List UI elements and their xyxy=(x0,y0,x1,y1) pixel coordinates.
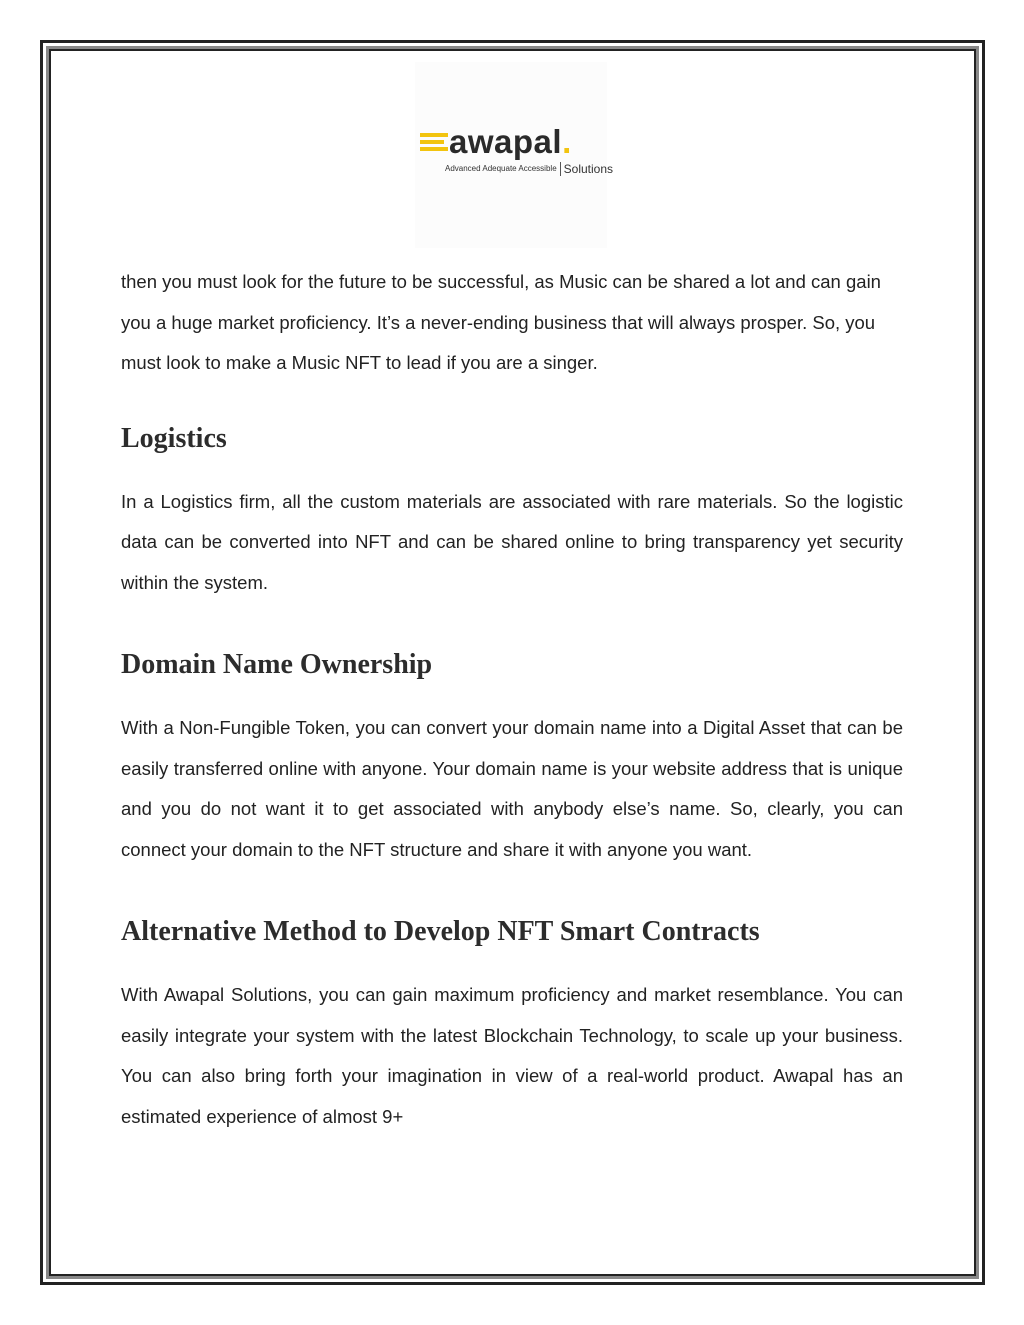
intro-paragraph: then you must look for the future to be successful, as Music can be shared a lot and can gain you a huge market proficiency. It’s a never-ending business that will always prosper. So, you must look to make a Music NFT to lead if you are a singer. xyxy=(121,271,881,373)
company-logo xyxy=(415,62,614,248)
paragraph-domain-name-ownership: With a Non-Fungible Token, you can convert your domain name into a Digital Asset that can be easily transferred online with anyone. Your domain name is your website address that is unique and you do not want it to get associated with anybody else’s name. So, clearly, you can connect your domain to the NFT structure and share it with anyone you want. xyxy=(121,717,903,860)
logo-solutions-label: Solutions xyxy=(560,162,613,176)
document-body xyxy=(121,262,903,1137)
paragraph-logistics: In a Logistics firm, all the custom materials are associated with rare materials. So the logistic data can be converted into NFT and can be shared online to bring transparency yet security within the system. xyxy=(121,490,903,593)
heading-logistics: Logistics xyxy=(121,422,227,454)
logo-wordmark: awapal. xyxy=(449,123,572,160)
logo-stripes-icon xyxy=(420,133,448,155)
paragraph-alternative-method: With Awapal Solutions, you can gain maximum proficiency and market resemblance. You can easily integrate your system with the latest Blockchain Technology, to scale up your business. You can also bring forth your imagination in view of a real-world product. Awapal has an estimated experience of almost 9+ xyxy=(121,984,903,1127)
heading-alternative-method: Alternative Method to Develop NFT Smart Contracts xyxy=(121,916,760,947)
heading-domain-name-ownership: Domain Name Ownership xyxy=(121,649,433,680)
logo-tagline: Advanced Adequate Accessible Solutions xyxy=(445,162,614,176)
